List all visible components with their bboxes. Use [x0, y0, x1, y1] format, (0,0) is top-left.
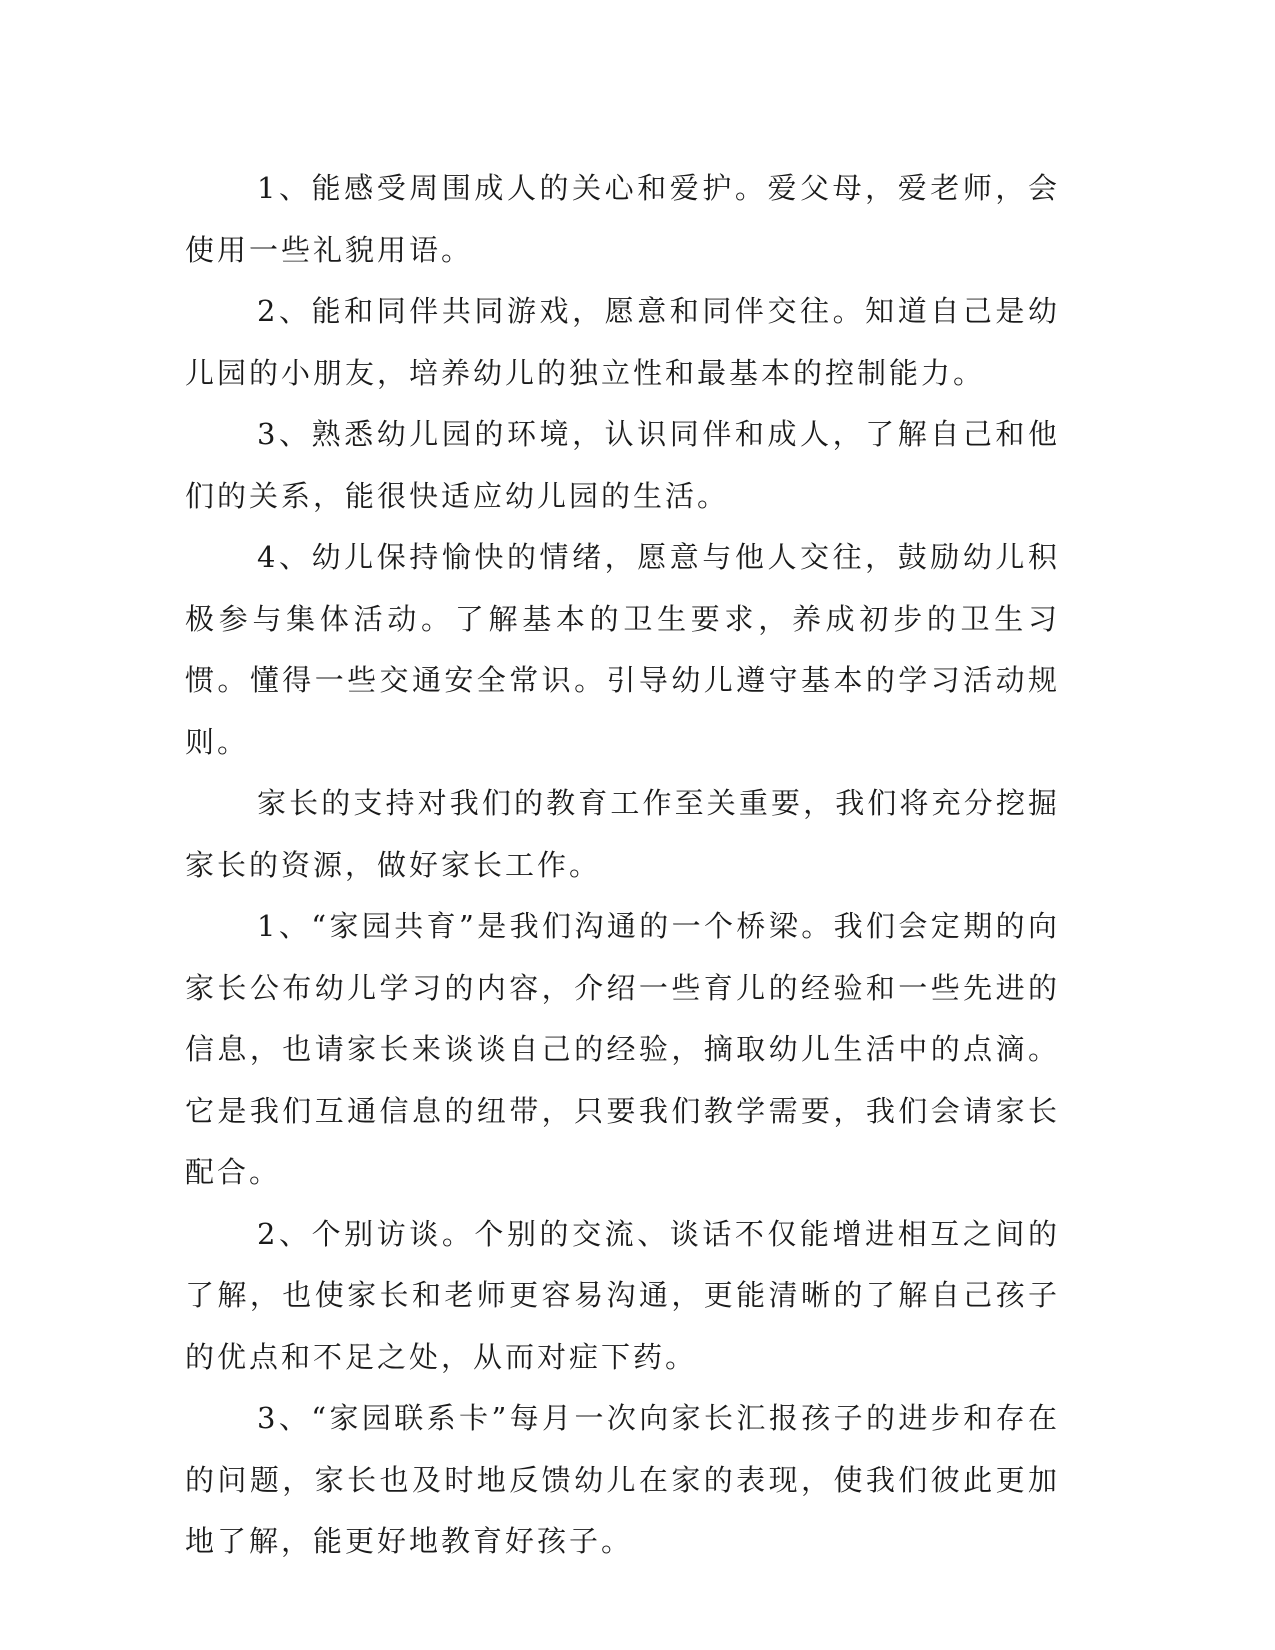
paragraph-parent-intro: 家长的支持对我们的教育工作至关重要，我们将充分挖掘家长的资源，做好家长工作。 — [185, 786, 1060, 882]
paragraph-goal-1: 1、能感受周围成人的关心和爱护。爱父母，爱老师，会使用一些礼貌用语。 — [185, 171, 1060, 267]
paragraph-parent-2: 2、个别访谈。个别的交流、谈话不仅能增进相互之间的了解，也使家长和老师更容易沟通，更能清晰的了解自己孩子的优点和不足之处，从而对症下药。 — [185, 1216, 1060, 1374]
paragraph-goal-2: 2、能和同伴共同游戏，愿意和同伴交往。知道自己是幼儿园的小朋友，培养幼儿的独立性和最基本的控制能力。 — [185, 294, 1060, 390]
paragraph-goal-3: 3、熟悉幼儿园的环境，认识同伴和成人，了解自己和他们的关系，能很快适应幼儿园的生活。 — [185, 417, 1060, 513]
document-body — [185, 158, 1060, 1573]
paragraph-goal-4: 4、幼儿保持愉快的情绪，愿意与他人交往，鼓励幼儿积极参与集体活动。了解基本的卫生要求，养成初步的卫生习惯。懂得一些交通安全常识。引导幼儿遵守基本的学习活动规则。 — [185, 540, 1060, 759]
paragraph-parent-3: 3、“家园联系卡”每月一次向家长汇报孩子的进步和存在的问题，家长也及时地反馈幼儿在家的表现，使我们彼此更加地了解，能更好地教育好孩子。 — [185, 1401, 1060, 1558]
paragraph-parent-1: 1、“家园共育”是我们沟通的一个桥梁。我们会定期的向家长公布幼儿学习的内容，介绍一些育儿的经验和一些先进的信息，也请家长来谈谈自己的经验，摘取幼儿生活中的点滴。它是我们互通信息的纽带，只要我们教学需要，我们会请家长配合。 — [185, 909, 1060, 1189]
